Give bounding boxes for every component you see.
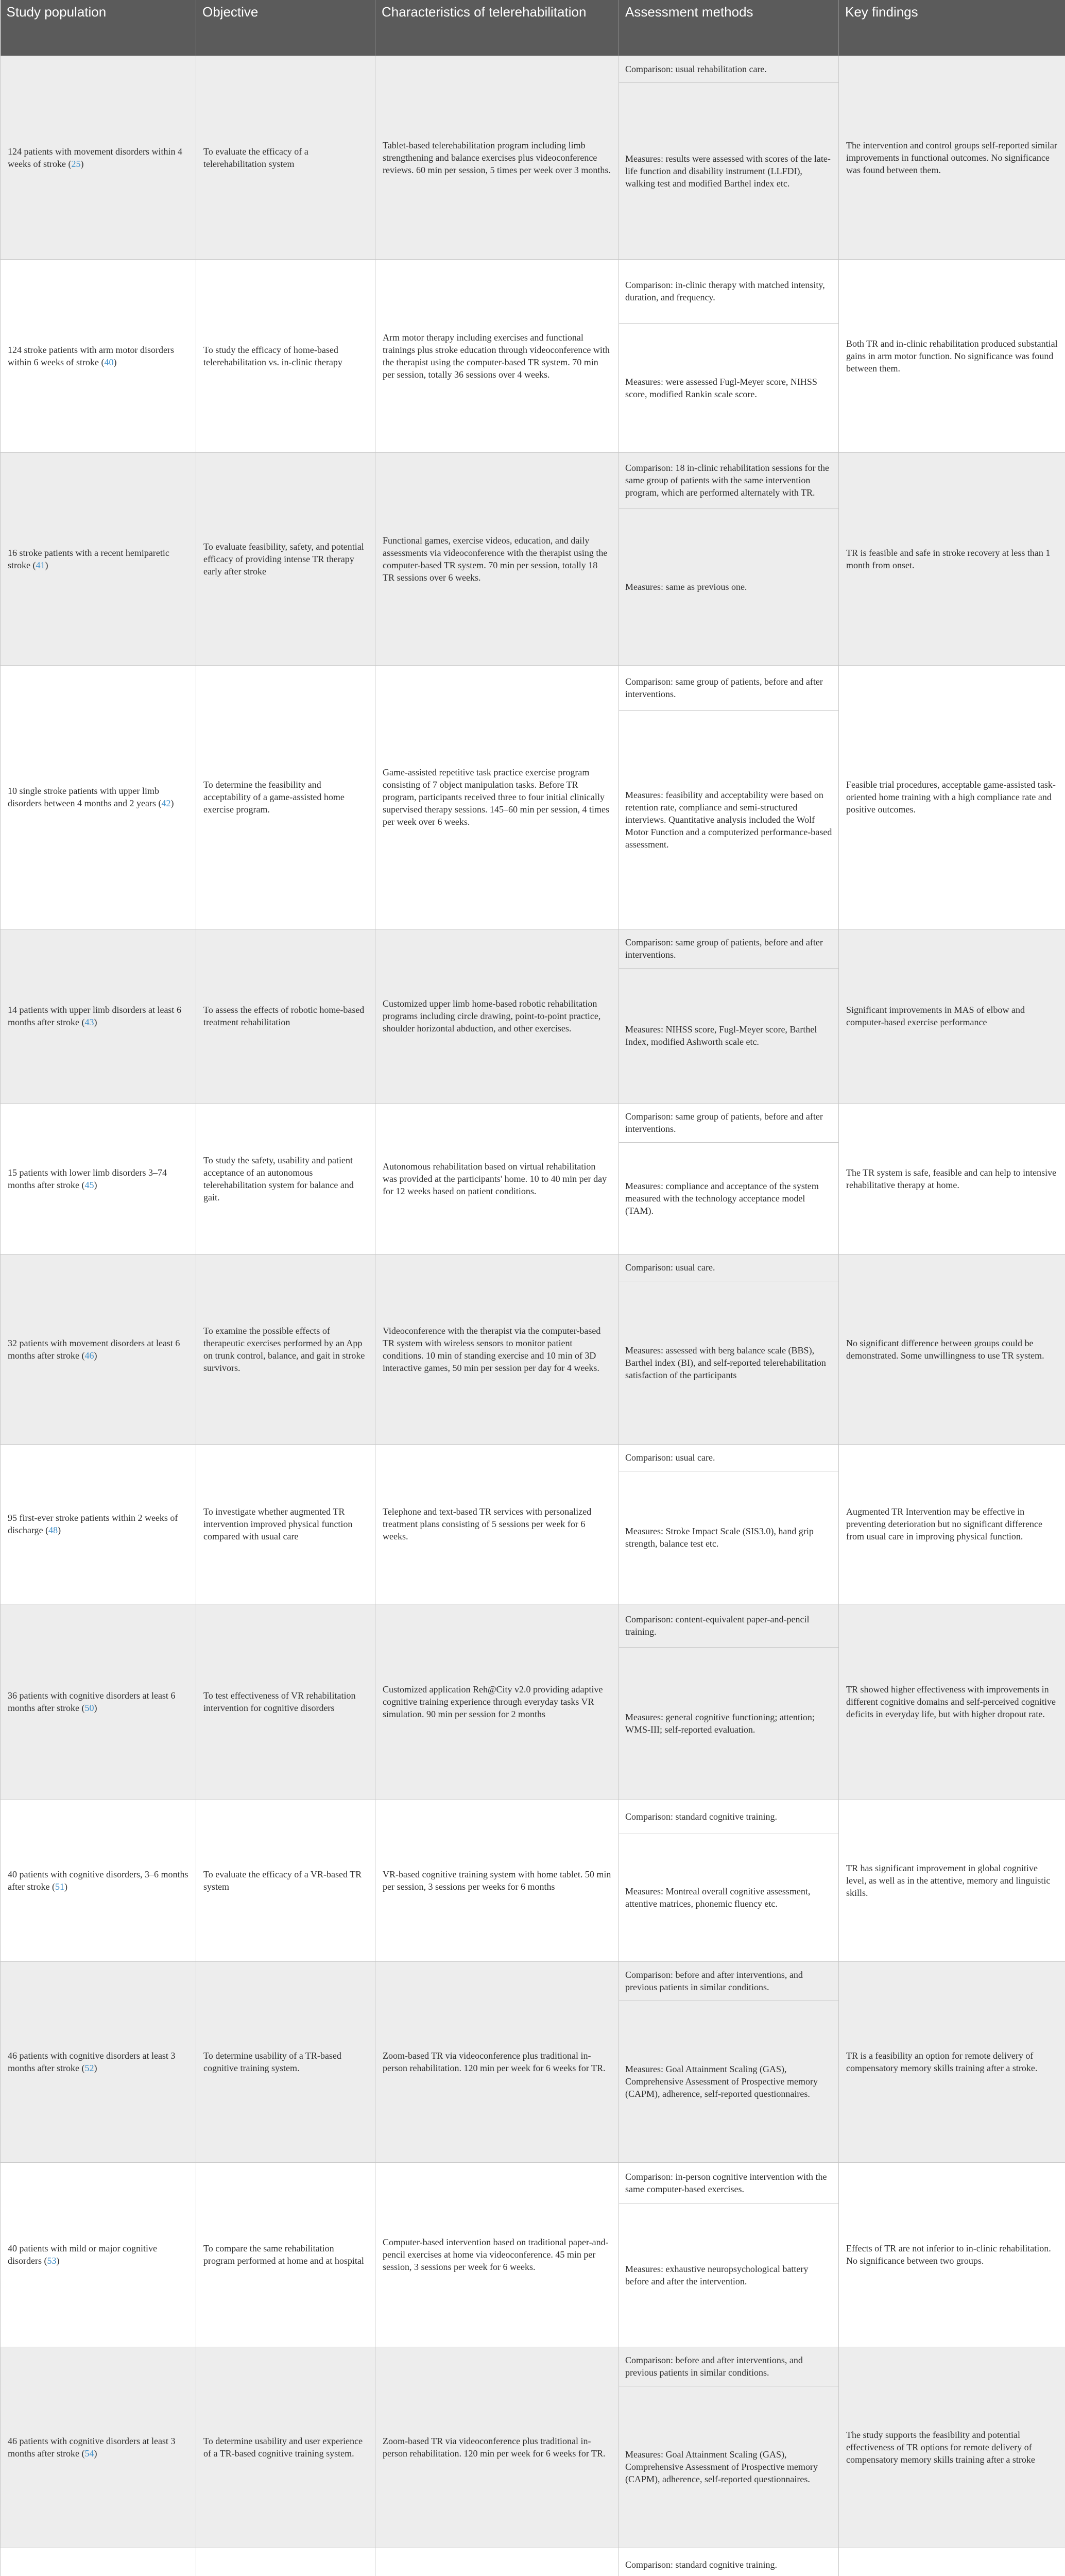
comparison-text (619, 2163, 838, 2204)
reference-link[interactable]: 42 (161, 798, 171, 808)
characteristics-cell: Customized upper limb home-based robotic rehabilitation programs including circle drawing, point-to-point practice, shoulder horizontal abduction, and other exercises. (375, 929, 619, 1103)
header-row (1, 0, 1065, 56)
study-population-text: 40 patients with cognitive disorders, 3–6 months after stroke (8, 1869, 188, 1892)
assessment-methods-cell (619, 929, 839, 1103)
objective-cell: To evaluate feasibility, safety, and potential efficacy of providing intense TR therapy early after stroke (196, 452, 375, 665)
study-population-cell: 124 stroke patients with arm motor disorders within 6 weeks of stroke (40) (1, 259, 196, 452)
key-findings-cell: Both TR and in-clinic rehabilitation produced substantial gains in arm motor function. No significance was found between them. (839, 259, 1065, 452)
key-findings-cell (839, 2548, 1065, 2576)
key-findings-cell: Significant improvements in MAS of elbow and computer-based exercise performance (839, 929, 1065, 1103)
key-findings-cell: Feasible trial procedures, acceptable game-assisted task-oriented home training with a high compliance rate and positive outcomes. (839, 665, 1065, 929)
study-population-cell: 16 stroke patients with a recent hemiparetic stroke (41) (1, 452, 196, 665)
comparison-text (619, 1800, 838, 1834)
measures-value: Measures: results were assessed with scores of the late-life function and disability instrument (LLFDI), walking test and modified Barthel index etc. (625, 153, 831, 189)
table-row (1, 1444, 1065, 1604)
header-characteristics: Characteristics of telerehabilitation (375, 0, 619, 56)
measures-value: Measures: were assessed Fugl-Meyer score, NIHSS score, modified Rankin scale score. (625, 376, 817, 399)
study-population-text: 46 patients with cognitive disorders at least 3 months after stroke (8, 2050, 176, 2073)
study-population-cell: 32 patients with movement disorders at least 6 months after stroke (46) (1, 1254, 196, 1444)
objective-cell: To compare the same rehabilitation program performed at home and at hospital (196, 2162, 375, 2347)
measures-value: Measures: Stroke Impact Scale (SIS3.0), hand grip strength, balance test etc. (625, 1526, 814, 1549)
table-row (1, 56, 1065, 259)
assessment-methods-cell (619, 1103, 839, 1254)
characteristics-cell: Computer-based intervention based on traditional paper-and-pencil exercises at home via videoconference. 45 min per session, 3 sessions per week for 6 weeks. (375, 2162, 619, 2347)
measures-value: Measures: Goal Attainment Scaling (GAS), Comprehensive Assessment of Prospective memory (CAPM), adherence, self-reported questionnaires. (625, 2449, 818, 2484)
characteristics-cell: Videoconference with the therapist via the computer-based TR system with wireless sensors to monitor patient conditions. 10 min of standing exercise and 10 min of 3D interactive games, 50 min per session per day for 4 weeks. (375, 1254, 619, 1444)
key-findings-cell: The TR system is safe, feasible and can help to intensive rehabilitative therapy at home. (839, 1103, 1065, 1254)
measures-value: Measures: same as previous one. (625, 581, 747, 592)
assessment-methods-cell (619, 1800, 839, 1961)
header-assessment-methods: Assessment methods (619, 0, 839, 56)
assessment-methods-cell (619, 2162, 839, 2347)
comparison-text (619, 1104, 838, 1143)
assessment-methods-cell (619, 1961, 839, 2162)
key-findings-cell: The study supports the feasibility and potential effectiveness of TR options for remote delivery of compensatory memory skills training after a stroke (839, 2347, 1065, 2548)
table-row (1, 1254, 1065, 1444)
study-population-text: 124 patients with movement disorders within 4 weeks of stroke (8, 146, 182, 169)
study-population-text: 95 first-ever stroke patients within 2 weeks of discharge (8, 1513, 178, 1535)
study-population-cell: 10 single stroke patients with upper limb disorders between 4 months and 2 years (42) (1, 665, 196, 929)
study-population-text: 124 stroke patients with arm motor disorders within 6 weeks of stroke (8, 344, 174, 367)
objective-cell: To evaluate the efficacy of a telerehabilitation system (196, 56, 375, 259)
reference-link[interactable]: 46 (84, 1350, 94, 1361)
measures-text (619, 1281, 838, 1444)
comparison-text (619, 2347, 838, 2386)
characteristics-cell: VR-based cognitive training system with home tablet. 50 min per session, 3 sessions per weeks for 6 months (375, 1800, 619, 1961)
objective-cell: To determine usability of a TR-based cognitive training system. (196, 1961, 375, 2162)
assessment-methods-cell (619, 2548, 839, 2576)
table-body (1, 56, 1065, 2576)
measures-value: Measures: exhaustive neuropsychological battery before and after the intervention. (625, 2264, 809, 2286)
objective-cell: To evaluate the efficacy of a VR-based TR system (196, 1800, 375, 1961)
measures-value: Measures: Montreal overall cognitive assessment, attentive matrices, phonemic fluency etc. (625, 1886, 811, 1909)
assessment-methods-cell (619, 259, 839, 452)
measures-value: Measures: Goal Attainment Scaling (GAS), Comprehensive Assessment of Prospective memory (CAPM), adherence, self-reported questionnaires. (625, 2064, 818, 2099)
reference-link[interactable]: 48 (48, 1525, 58, 1535)
measures-text (619, 1834, 838, 1961)
characteristics-cell: Arm motor therapy including exercises and functional trainings plus stroke education through videoconference with the therapist using the computer-based TR system. 70 min per session, totally 36 sessions over 4 weeks. (375, 259, 619, 452)
comparison-text (619, 2548, 838, 2576)
key-findings-cell: TR showed higher effectiveness with improvements in different cognitive domains and self-perceived cognitive deficits in everyday life, but with higher dropout rate. (839, 1604, 1065, 1800)
key-findings-cell: TR is a feasibility an option for remote delivery of compensatory memory skills training after a stroke. (839, 1961, 1065, 2162)
study-population-text: 16 stroke patients with a recent hemiparetic stroke (8, 547, 169, 570)
study-population-text: 15 patients with lower limb disorders 3–74 months after stroke (8, 1167, 167, 1190)
table-row (1, 1961, 1065, 2162)
characteristics-cell: Game-assisted repetitive task practice exercise program consisting of 7 object manipulation tasks. Before TR program, participants received three to four initial clinically supervised therapy sessions. 145–60 min per session, 4 times per week over 6 weeks. (375, 665, 619, 929)
comparison-text (619, 1962, 838, 2001)
assessment-methods-cell (619, 452, 839, 665)
reference-link[interactable]: 40 (104, 357, 114, 367)
study-population-cell (1, 2548, 196, 2576)
measures-value: Measures: feasibility and acceptability were based on retention rate, compliance and semi-structured interviews. Quantitative analysis included the Wolf Motor Function and a computerized performance-based assessment. (625, 790, 832, 850)
study-population-cell: 46 patients with cognitive disorders at least 3 months after stroke (54) (1, 2347, 196, 2548)
comparison-text (619, 1445, 838, 1471)
study-population-text: 14 patients with upper limb disorders at least 6 months after stroke (8, 1005, 181, 1027)
measures-value: Measures: NIHSS score, Fugl-Meyer score, Barthel Index, modified Ashworth scale etc. (625, 1024, 817, 1047)
reference-link[interactable]: 50 (84, 1703, 94, 1713)
study-population-cell: 15 patients with lower limb disorders 3–74 months after stroke (45) (1, 1103, 196, 1254)
study-population-cell: 124 patients with movement disorders within 4 weeks of stroke (25) (1, 56, 196, 259)
comparison-text (619, 453, 838, 509)
key-findings-cell: Effects of TR are not inferior to in-clinic rehabilitation. No significance between two groups. (839, 2162, 1065, 2347)
comparison-text (619, 56, 838, 83)
characteristics-cell (375, 2548, 619, 2576)
comparison-value: Comparison: same group of patients, before and after interventions. (625, 937, 823, 960)
reference-link[interactable]: 53 (47, 2256, 57, 2266)
measures-text (619, 2386, 838, 2548)
reference-link[interactable]: 41 (36, 560, 45, 570)
header-objective: Objective (196, 0, 375, 56)
characteristics-cell: Zoom-based TR via videoconference plus traditional in-person rehabilitation. 120 min per week for 6 weeks for TR. (375, 2347, 619, 2548)
objective-cell: To examine the possible effects of therapeutic exercises performed by an App on trunk control, balance, and gait in stroke survivors. (196, 1254, 375, 1444)
study-population-cell: 40 patients with cognitive disorders, 3–6 months after stroke (51) (1, 1800, 196, 1961)
objective-cell (196, 2548, 375, 2576)
study-population-cell: 46 patients with cognitive disorders at least 3 months after stroke (52) (1, 1961, 196, 2162)
key-findings-cell: Augmented TR Intervention may be effective in preventing deterioration but no significant difference from usual care in improving physical function. (839, 1444, 1065, 1604)
comparison-value: Comparison: before and after interventions, and previous patients in similar conditions. (625, 2355, 803, 2378)
comparison-value: Comparison: 18 in-clinic rehabilitation sessions for the same group of patients with the same intervention program, which are performed alternately with TR. (625, 463, 829, 498)
comparison-value: Comparison: in-person cognitive intervention with the same computer-based exercises. (625, 2172, 827, 2194)
assessment-methods-cell (619, 1604, 839, 1800)
table-row (1, 929, 1065, 1103)
measures-text (619, 1471, 838, 1604)
comparison-text (619, 929, 838, 969)
objective-cell: To assess the effects of robotic home-based treatment rehabilitation (196, 929, 375, 1103)
comparison-text (619, 666, 838, 711)
study-population-text: 32 patients with movement disorders at least 6 months after stroke (8, 1337, 180, 1361)
key-findings-cell: The intervention and control groups self-reported similar improvements in functional outcomes. No significance was found between them. (839, 56, 1065, 259)
comparison-text (619, 260, 838, 324)
study-population-cell: 40 patients with mild or major cognitive disorders (53) (1, 2162, 196, 2347)
study-population-text: 36 patients with cognitive disorders at least 6 months after stroke (8, 1690, 176, 1713)
comparison-text (619, 1604, 838, 1648)
study-population-text: 46 patients with cognitive disorders at least 3 months after stroke (8, 2436, 176, 2459)
comparison-text (619, 1255, 838, 1281)
assessment-methods-cell (619, 1254, 839, 1444)
comparison-value: Comparison: content-equivalent paper-and-pencil training. (625, 1614, 810, 1637)
comparison-value: Comparison: in-clinic therapy with matched intensity, duration, and frequency. (625, 280, 825, 302)
key-findings-cell: TR is feasible and safe in stroke recovery at less than 1 month from onset. (839, 452, 1065, 665)
reference-link[interactable]: 51 (55, 1882, 64, 1892)
objective-cell: To determine the feasibility and acceptability of a game-assisted home exercise program. (196, 665, 375, 929)
characteristics-cell: Functional games, exercise videos, education, and daily assessments via videoconference with the therapist using the computer-based TR system. 70 min per session, totally 18 TR sessions over 6 weeks. (375, 452, 619, 665)
objective-cell: To determine usability and user experience of a TR-based cognitive training system. (196, 2347, 375, 2548)
comparison-value: Comparison: same group of patients, before and after interventions. (625, 1111, 823, 1134)
objective-cell: To investigate whether augmented TR intervention improved physical function compared with usual care (196, 1444, 375, 1604)
table-row (1, 2548, 1065, 2576)
measures-text (619, 1648, 838, 1800)
table-row (1, 2347, 1065, 2548)
characteristics-cell: Autonomous rehabilitation based on virtual rehabilitation was provided at the participants' home. 10 to 40 min per day for 12 weeks based on patient conditions. (375, 1103, 619, 1254)
measures-text (619, 711, 838, 929)
measures-text (619, 1143, 838, 1254)
objective-cell: To study the efficacy of home-based telerehabilitation vs. in-clinic therapy (196, 259, 375, 452)
table-row (1, 665, 1065, 929)
assessment-methods-cell (619, 2347, 839, 2548)
comparison-value: Comparison: standard cognitive training. (625, 1811, 777, 1822)
study-population-cell: 36 patients with cognitive disorders at least 6 months after stroke (50) (1, 1604, 196, 1800)
assessment-methods-cell (619, 56, 839, 259)
table-row (1, 1604, 1065, 1800)
measures-text (619, 509, 838, 665)
assessment-methods-cell (619, 1444, 839, 1604)
header-key-findings: Key findings (839, 0, 1065, 56)
key-findings-cell: TR has significant improvement in global cognitive level, as well as in the attentive, memory and linguistic skills. (839, 1800, 1065, 1961)
reference-link[interactable]: 52 (84, 2063, 94, 2073)
table-row (1, 452, 1065, 665)
comparison-value: Comparison: before and after interventions, and previous patients in similar conditions. (625, 1970, 803, 1992)
characteristics-cell: Telephone and text-based TR services with personalized treatment plans consisting of 5 sessions per week for 6 weeks. (375, 1444, 619, 1604)
study-population-text: 40 patients with mild or major cognitive disorders (8, 2243, 157, 2266)
reference-link[interactable]: 45 (84, 1179, 94, 1190)
comparison-value: Comparison: usual rehabilitation care. (625, 64, 767, 74)
characteristics-cell: Tablet-based telerehabilitation program including limb strengthening and balance exercises plus videoconference reviews. 60 min per session, 5 times per week over 3 months. (375, 56, 619, 259)
comparison-value: Comparison: usual care. (625, 1452, 715, 1463)
reference-link[interactable]: 25 (71, 158, 81, 169)
measures-text (619, 2204, 838, 2347)
table-row (1, 1800, 1065, 1961)
objective-cell: To test effectiveness of VR rehabilitation intervention for cognitive disorders (196, 1604, 375, 1800)
characteristics-cell: Customized application Reh@City v2.0 providing adaptive cognitive training experience through everyday tasks VR simulation. 90 min per session for 2 months (375, 1604, 619, 1800)
study-population-cell: 14 patients with upper limb disorders at least 6 months after stroke (43) (1, 929, 196, 1103)
measures-text (619, 969, 838, 1103)
table-row (1, 2162, 1065, 2347)
objective-cell: To study the safety, usability and patient acceptance of an autonomous telerehabilitation system for balance and gait. (196, 1103, 375, 1254)
table-row (1, 259, 1065, 452)
table-row (1, 1103, 1065, 1254)
reference-link[interactable]: 43 (84, 1017, 94, 1027)
characteristics-cell: Zoom-based TR via videoconference plus traditional in-person rehabilitation. 120 min per week for 6 weeks for TR. (375, 1961, 619, 2162)
measures-text (619, 83, 838, 259)
comparison-value: Comparison: same group of patients, before and after interventions. (625, 676, 823, 699)
measures-text (619, 2001, 838, 2162)
key-findings-cell: No significant difference between groups could be demonstrated. Some unwillingness to use TR system. (839, 1254, 1065, 1444)
reference-link[interactable]: 54 (84, 2448, 94, 2459)
comparison-value: Comparison: usual care. (625, 1262, 715, 1273)
measures-value: Measures: compliance and acceptance of the system measured with the technology acceptance model (TAM). (625, 1180, 819, 1216)
study-population-cell: 95 first-ever stroke patients within 2 weeks of discharge (48) (1, 1444, 196, 1604)
study-population-text: 10 single stroke patients with upper limb disorders between 4 months and 2 years (8, 786, 159, 808)
measures-text (619, 324, 838, 452)
measures-value: Measures: assessed with berg balance scale (BBS), Barthel index (BI), and self-reported telerehabilitation satisfaction of the participants (625, 1345, 826, 1380)
header-study-population: Study population (1, 0, 196, 56)
comparison-value: Comparison: standard cognitive training. (625, 2560, 777, 2570)
assessment-methods-cell (619, 665, 839, 929)
measures-value: Measures: general cognitive functioning; attention; WMS-III; self-reported evaluation. (625, 1712, 815, 1735)
